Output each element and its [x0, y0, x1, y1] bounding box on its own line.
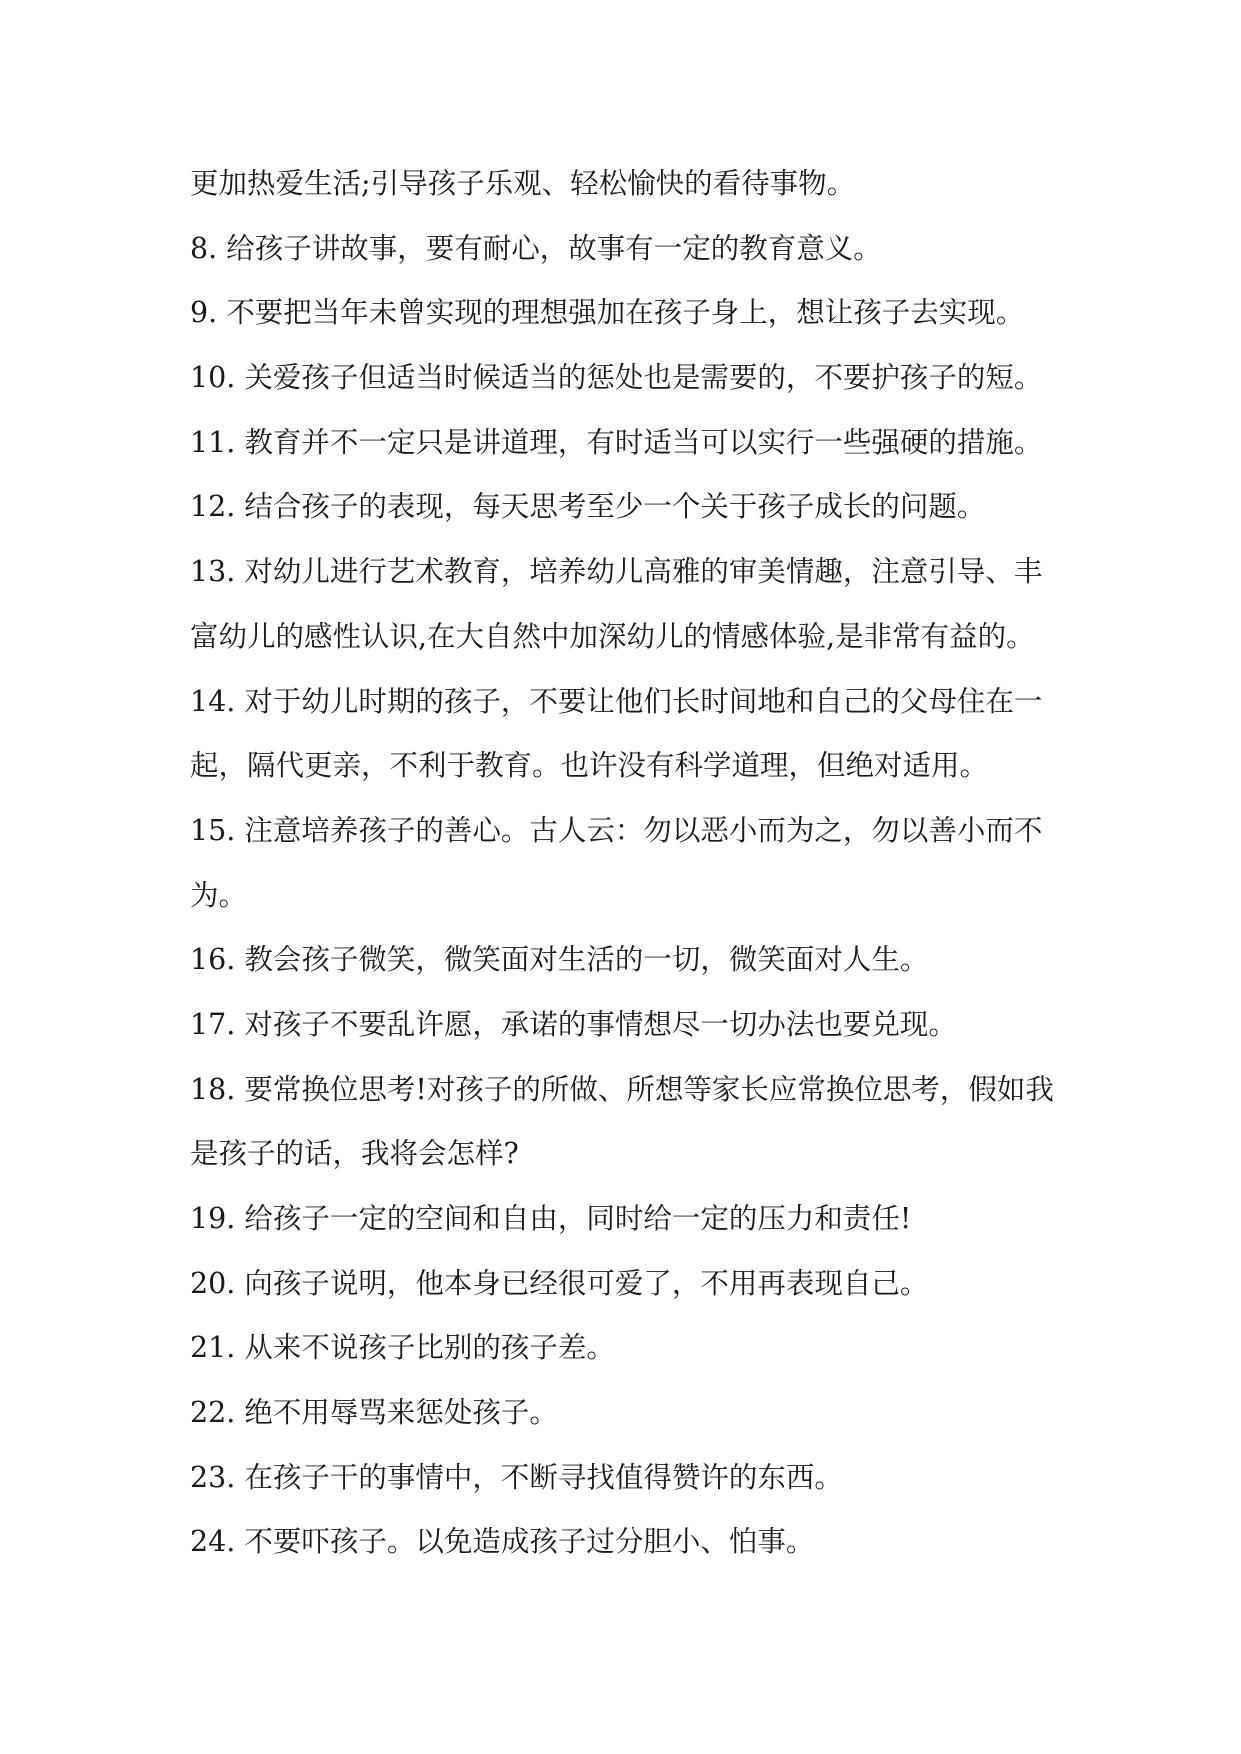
list-item-22: 22. 绝不用辱骂来惩处孩子。	[190, 1396, 558, 1430]
list-item-13: 13. 对幼儿进行艺术教育，培养幼儿高雅的审美情趣，注意引导、丰	[190, 555, 1043, 589]
list-item-18-continued: 是孩子的话，我将会怎样?	[190, 1137, 519, 1171]
list-item-18: 18. 要常换位思考!对孩子的所做、所想等家长应常换位思考，假如我	[190, 1072, 1054, 1106]
list-item-11: 11. 教育并不一定只是讲道理，有时适当可以实行一些强硬的措施。	[190, 425, 1043, 459]
list-item-12: 12. 结合孩子的表现，每天思考至少一个关于孩子成长的问题。	[190, 490, 986, 524]
list-item-9: 9. 不要把当年未曾实现的理想强加在孩子身上，想让孩子去实现。	[190, 296, 1025, 330]
list-item-10: 10. 关爱孩子但适当时候适当的惩处也是需要的，不要护孩子的短。	[190, 361, 1043, 395]
list-item-17: 17. 对孩子不要乱许愿，承诺的事情想尽一切办法也要兑现。	[190, 1007, 957, 1041]
list-item-19: 19. 给孩子一定的空间和自由，同时给一定的压力和责任!	[190, 1202, 912, 1235]
list-item-14-continued: 起，隔代更亲，不利于教育。也许没有科学道理，但绝对适用。	[190, 749, 989, 783]
list-item-23: 23. 在孩子干的事情中，不断寻找值得赞许的东西。	[190, 1460, 843, 1494]
list-item-15-continued: 为。	[190, 878, 248, 912]
list-item-8: 8. 给孩子讲故事，要有耐心，故事有一定的教育意义。	[190, 231, 882, 265]
list-item-13-continued: 富幼儿的感性认识,在大自然中加深幼儿的情感体验,是非常有益的。	[190, 619, 1035, 653]
document-body	[190, 152, 1070, 1575]
text-line: 更加热爱生活;引导孩子乐观、轻松愉快的看待事物。	[190, 167, 856, 200]
list-item-15: 15. 注意培养孩子的善心。古人云：勿以恶小而为之，勿以善小而不	[190, 813, 1043, 847]
list-item-16: 16. 教会孩子微笑，微笑面对生活的一切，微笑面对人生。	[190, 943, 929, 977]
list-item-21: 21. 从来不说孩子比别的孩子差。	[190, 1331, 615, 1365]
list-item-24: 24. 不要吓孩子。以免造成孩子过分胆小、怕事。	[190, 1525, 815, 1559]
list-item-14: 14. 对于幼儿时期的孩子，不要让他们长时间地和自己的父母住在一	[190, 684, 1043, 718]
list-item-20: 20. 向孩子说明，他本身已经很可爱了，不用再表现自己。	[190, 1266, 929, 1300]
